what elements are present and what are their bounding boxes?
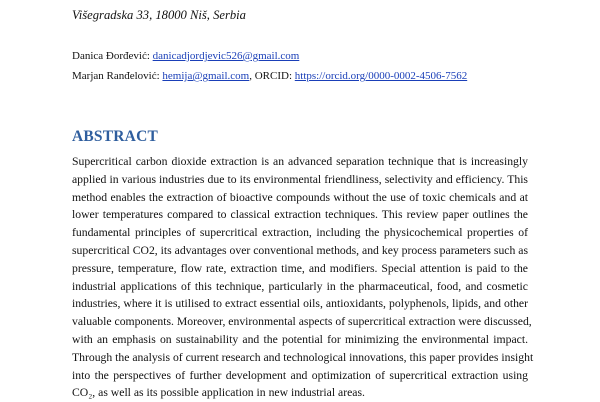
orcid-link[interactable]: https://orcid.org/0000-0002-4506-7562 <box>294 70 468 82</box>
author-name: Danica Đorđević: <box>72 50 153 62</box>
abstract-line: valuable components. Moreover, environmental aspects of supercritical extraction were discussed, <box>72 315 532 329</box>
abstract-line: industrial applications of this technique, particularly in the pharmaceutical, food, and cosmetic <box>72 279 528 293</box>
abstract-line: CO₂, as well as its possible application in new industrial areas. <box>72 386 365 400</box>
email-link[interactable]: danicadjordjevic526@gmail.com <box>152 50 300 62</box>
orcid-label: , ORCID: <box>249 70 295 82</box>
author-name: Marjan Ranđelović: <box>72 70 163 82</box>
author-contact-1 <box>72 50 299 62</box>
abstract-line: lower temperatures compared to classical extraction techniques. This review paper outlines the <box>72 208 528 222</box>
abstract-line: fundamental principles of supercritical extraction, including the physicochemical properties of <box>72 226 528 240</box>
abstract-line: Supercritical carbon dioxide extraction is an advanced separation technique that is increasingly <box>72 155 528 168</box>
abstract-heading: ABSTRACT <box>72 128 159 145</box>
author-affiliation: Višegradska 33, 18000 Niš, Serbia <box>72 8 246 22</box>
abstract-line: into the perspectives of further development and optimization of supercritical extraction using <box>72 368 528 382</box>
abstract-line: supercritical CO2, its advantages over conventional methods, and key process parameters such as <box>72 243 528 257</box>
abstract-body <box>72 153 534 402</box>
abstract-line: method enables the extraction of bioactive compounds without the use of toxic chemicals and at <box>72 190 528 204</box>
abstract-line: pressure, temperature, flow rate, extraction time, and modifiers. Special attention is paid to the <box>72 261 528 275</box>
abstract-line: Through the analysis of current research and technological innovations, this paper provides insight <box>72 350 534 364</box>
abstract-line: industries, where it is utilised to extract essential oils, antioxidants, polyphenols, lipids, and other <box>72 297 528 311</box>
author-contact-2 <box>72 70 467 82</box>
abstract-line: applied in various industries due to its environmental friendliness, selectivity and efficiency. This <box>72 172 528 186</box>
abstract-line: with an emphasis on sustainability and the potential for minimizing the environmental impact. <box>72 332 528 346</box>
email-link[interactable]: hemija@gmail.com <box>162 70 250 82</box>
